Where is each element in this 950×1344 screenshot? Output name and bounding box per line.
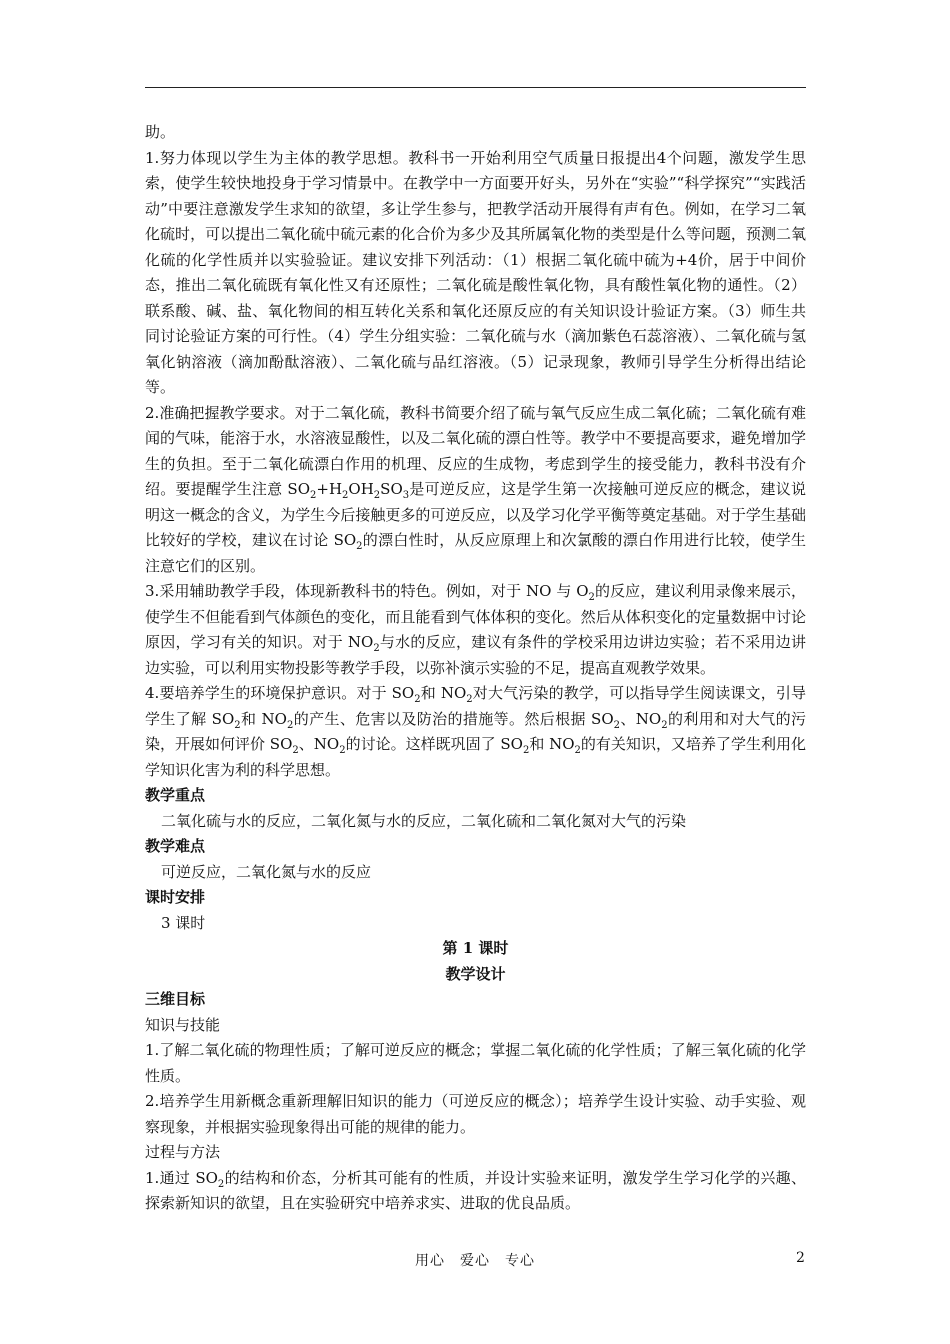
paragraph: 3.采用辅助教学手段，体现新教科书的特色。例如，对于 NO 与 $O_2$的反应，建议利用录像来展示，使学生不但能看到气体颜色的变化，而且能看到气体体积的变化。然后从体积变化的定量数据中讨论原因，学习有关的知识。对于 $NO_2$与水的反应，建议有条件的学校采用边讲边实验；若不采用边讲边实验，可以利用实物投影等教学手段，以弥补演示实验的不足，提高直观教学效果。 — [145, 582, 806, 677]
paragraph: 1.了解二氧化硫的物理性质；了解可逆反应的概念；掌握二氧化硫的化学性质；了解三氧化硫的化学性质。 — [145, 1041, 806, 1085]
design-title: 教学设计 — [445, 964, 506, 983]
section-text: 可逆反应，二氧化氮与水的反应 — [161, 862, 372, 881]
paragraph: 1.努力体现以学生为主体的教学思想。教科书一开始利用空气质量日报提出4个问题，激发学生思索，使学生较快地投身于学习情景中。在教学中一方面要开好头，另外在“实验”“科学探究”“实践活动”中要注意激发学生求知的欲望，多让学生参与，把教学活动开展得有声有色。例如，在学习二氧化硫时，可以提出二氧化硫中硫元素的化合价为多少及其所属氧化物的类型是什么等问题，预测二氧化硫的化学性质并以实验验证。建议安排下列活动：（1）根据二氧化硫中硫为+4价，居于中间价态，推出二氧化硫既有氧化性又有还原性；二氧化硫是酸性氧化物，具有酸性氧化物的通性。（2）联系酸、碱、盐、氧化物间的相互转化关系和氧化还原反应的有关知识设计验证方案。（3）师生共同讨论验证方案的可行性。（4）学生分组实验：二氧化硫与水（滴加紫色石蕊溶液）、二氧化硫与氢氧化钠溶液（滴加酚酞溶液）、二氧化硫与品红溶液。（5）记录现象，教师引导学生分析得出结论等。 — [145, 148, 806, 396]
section-heading: 课时安排 — [145, 888, 206, 906]
header-rule — [145, 87, 806, 88]
paragraph: 1.通过 $SO_2$的结构和价态，分析其可能有的性质，并设计实验来证明，激发学生学习化学的兴趣、探索新知识的欲望，且在实验研究中培养求实、进取的优良品质。 — [145, 1168, 806, 1212]
paragraph: 2.准确把握教学要求。对于二氧化硫，教科书简要介绍了硫与氧气反应生成二氧化硫；二氧化硫有难闻的气味，能溶于水，水溶液显酸性，以及二氧化硫的漂白性等。教学中不要提高要求，避免增加学生的负担。至于二氧化硫漂白作用的机理、反应的生成物，考虑到学生的接受能力，教科书没有介绍。要提醒学生注意 $SO_2+H_2OH_2SO_3$是可逆反应，这是学生第一次接触可逆反应的概念，建议说明这一概念的含义，为学生今后接触更多的可逆反应，以及学习化学平衡等奠定基础。对于学生基础比较好的学校，建议在讨论 $SO_2$的漂白性时，从反应原理上和次氯酸的漂白作用进行比较，使学生注意它们的区别。 — [145, 403, 807, 575]
section-text: 3 课时 — [161, 913, 206, 932]
section-text: 二氧化硫与水的反应，二氧化氮与水的反应，二氧化硫和二氧化氮对大气的污染 — [161, 811, 687, 830]
document-body — [145, 120, 806, 1217]
paragraph: 4.要培养学生的环境保护意识。对于 $SO_2$和 $NO_2$对大气污染的教学，可以指导学生阅读课文，引导学生了解 $SO_2$和 $NO_2$的产生、危害以及防治的措施等。然后根据 $SO_2$、$NO_2$的利用和对大气的污染，开展如何评价 $SO_2$、$NO_2$的讨论。这样既巩固了 $SO_2$和 $NO_2$的有关知识，又培养了学生利用化学知识化害为利的科学思想。 — [145, 684, 806, 779]
lesson-title: 第 1 课时 — [442, 939, 509, 957]
section-heading: 教学重点 — [145, 786, 206, 804]
footer-motto: 用心 爱心 专心 — [415, 1253, 535, 1269]
page-number: 2 — [796, 1250, 805, 1266]
section-heading: 教学难点 — [145, 837, 206, 855]
paragraph: 2.培养学生用新概念重新理解旧知识的能力（可逆反应的概念）；培养学生设计实验、动手实验、观察现象，并根据实验现象得出可能的规律的能力。 — [145, 1092, 806, 1136]
paragraph: 助。 — [145, 123, 176, 141]
subsection-heading: 过程与方法 — [145, 1143, 221, 1161]
subsection-heading: 知识与技能 — [145, 1015, 221, 1034]
section-heading: 三维目标 — [145, 990, 206, 1008]
